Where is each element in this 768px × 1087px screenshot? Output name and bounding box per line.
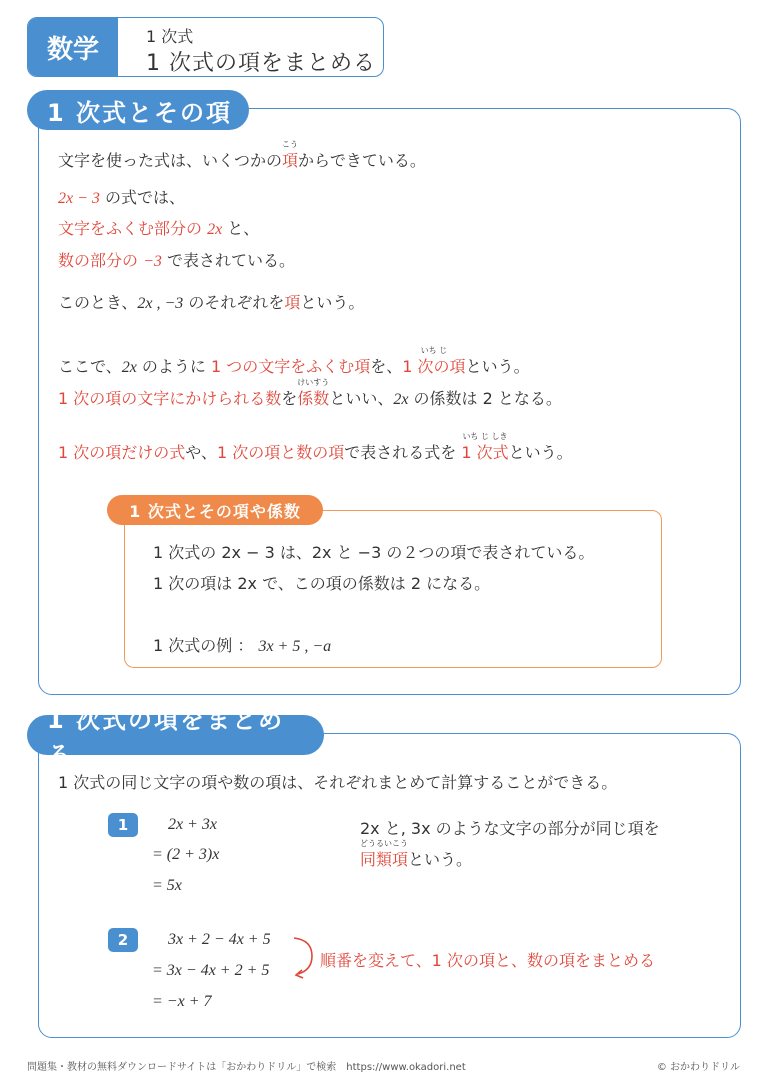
- chapter-label: 1 次式: [146, 27, 194, 46]
- example1-badge: 1: [108, 813, 138, 837]
- s1-line1: 文字を使った式は、いくつかの こう 項からできている。: [58, 140, 426, 170]
- s1-line8: 1 次の項だけの式や、1 次の項と数の項で表される式を いち じ しき 1 次式という。: [58, 432, 573, 462]
- s1-line2: 2x − 3 の式では、: [58, 188, 185, 207]
- topic-title: 1 次式の項をまとめる: [146, 51, 376, 76]
- summary-line1: 1 次式の 2x − 3 は、2x と −3 の２つの項で表されている。: [153, 543, 595, 562]
- s1-line6: ここで、2x のように 1 つの文字をふくむ項を、 いち じ 1 次の項という。: [58, 346, 530, 376]
- s1-line4: 数の部分の −3 で表されている。: [58, 251, 295, 270]
- bracket-arrow-icon: [290, 934, 320, 980]
- s1-line7: 1 次の項の文字にかけられる数を けいすう 係数といい、2x の係数は 2 となる。: [58, 378, 562, 408]
- summary-box-title: 1 次式とその項や係数: [107, 495, 323, 525]
- summary-line2: 1 次の項は 2x で、この項の係数は 2 になる。: [153, 574, 491, 593]
- s1-line5: このとき、2x , −3 のそれぞれを項という。: [58, 293, 365, 312]
- ex1-note2: どうるいこう 同類項という。: [360, 839, 473, 869]
- ex1-note1: 2x と, 3x のような文字の部分が同じ項を: [360, 819, 660, 838]
- example2-badge: 2: [108, 928, 138, 952]
- ex2-line1: 3x + 2 − 4x + 5: [168, 931, 271, 948]
- ex2-note: 順番を変えて、1 次の項と、数の項をまとめる: [320, 951, 655, 970]
- section2-title: 1 次式の項をまとめる: [27, 715, 324, 755]
- footer-copyright: © おかわりドリル: [656, 1062, 740, 1073]
- ex1-line1: 2x + 3x: [168, 816, 217, 833]
- ex1-line3: = 5x: [152, 877, 182, 894]
- page-header: [27, 17, 384, 77]
- summary-line3: 1 次式の例 ： 3x + 5 , −a: [153, 636, 332, 655]
- footer-text: 問題集・教材の無料ダウンロードサイトは「おかわりドリル」で検索 https://www.okadori.net: [27, 1062, 466, 1073]
- ex2-line3: = −x + 7: [152, 993, 212, 1010]
- s2-intro: 1 次式の同じ文字の項や数の項は、それぞれまとめて計算することができる。: [58, 773, 618, 792]
- section1-title: 1 次式とその項: [27, 90, 249, 130]
- subject-label: 数学: [28, 18, 118, 76]
- ex1-line2: = (2 + 3)x: [152, 846, 220, 863]
- ex2-line2: = 3x − 4x + 2 + 5: [152, 962, 270, 979]
- s1-line3: 文字をふくむ部分の 2x と、: [58, 219, 260, 238]
